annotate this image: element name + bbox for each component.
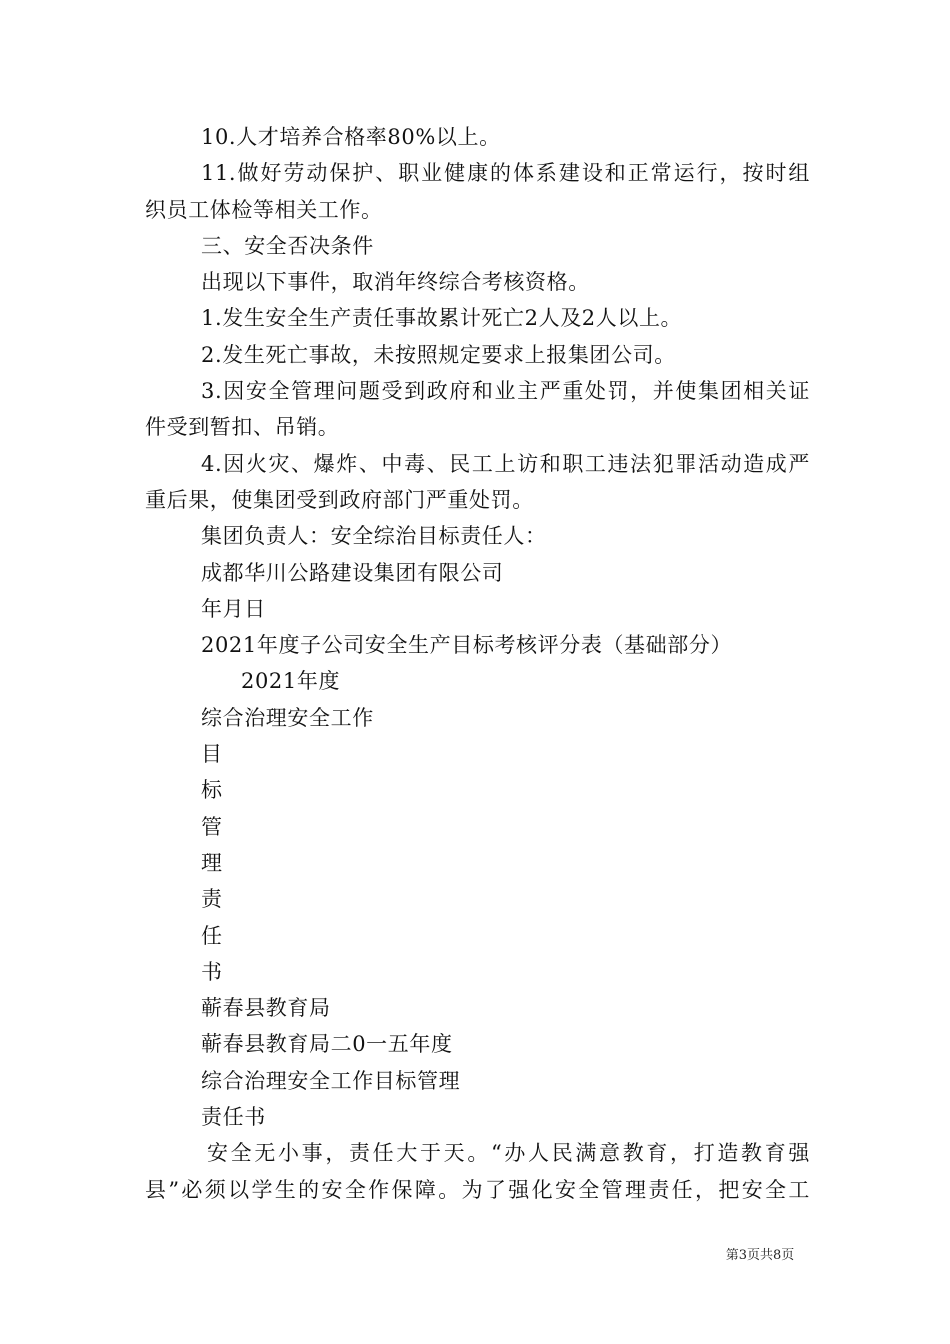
text-line: 2021年度子公司安全生产目标考核评分表（基础部分） — [201, 633, 733, 658]
text-line: 出现以下事件，取消年终综合考核资格。 — [201, 270, 590, 295]
text-line: 2021年度 — [241, 669, 341, 694]
text-line: 综合治理安全工作目标管理 — [201, 1068, 461, 1093]
text-line: 综合治理安全工作 — [201, 705, 374, 730]
document-body — [145, 119, 810, 1208]
page-number-footer: 第3页共8页 — [725, 1248, 795, 1263]
text-line: 1.发生安全生产责任事故累计死亡2人及2人以上。 — [201, 306, 683, 331]
text-line: 成都华川公路建设集团有限公司 — [201, 560, 504, 585]
vertical-title-char: 管 — [201, 814, 223, 839]
text-line: 2.发生死亡事故，未按照规定要求上报集团公司。 — [201, 342, 676, 367]
vertical-title-char: 书 — [201, 959, 223, 984]
text-line: 年月日 — [201, 596, 266, 621]
text-line: 件受到暂扣、吊销。 — [145, 415, 340, 440]
text-line: 11.做好劳动保护、职业健康的体系建设和正常运行，按时组 — [201, 161, 810, 186]
text-line: 4.因火灾、爆炸、中毒、民工上访和职工违法犯罪活动造成严 — [201, 451, 810, 476]
text-line: 10.人才培养合格率80%以上。 — [201, 125, 501, 149]
text-line: 重后果，使集团受到政府部门严重处罚。 — [145, 487, 534, 512]
text-line: 蕲春县教育局二0一五年度 — [201, 1032, 453, 1057]
text-line: 县”必须以学生的安全作保障。为了强化安全管理责任，把安全工 — [145, 1177, 810, 1202]
vertical-title-char: 责 — [201, 887, 223, 912]
text-line: 责任书 — [201, 1105, 266, 1130]
vertical-title-char: 任 — [201, 923, 223, 948]
text-line: 集团负责人：安全综治目标责任人： — [201, 524, 547, 549]
vertical-title-char: 目 — [201, 742, 223, 767]
text-line: 织员工体检等相关工作。 — [145, 197, 383, 222]
vertical-title-char: 理 — [201, 850, 223, 875]
text-line: 安全无小事，责任大于天。“办人民满意教育，打造教育强 — [207, 1141, 810, 1166]
vertical-title-char: 标 — [201, 778, 223, 803]
text-line: 3.因安全管理问题受到政府和业主严重处罚，并使集团相关证 — [201, 379, 810, 404]
section-heading: 三、安全否决条件 — [201, 233, 374, 258]
text-line: 蕲春县教育局 — [201, 996, 331, 1021]
